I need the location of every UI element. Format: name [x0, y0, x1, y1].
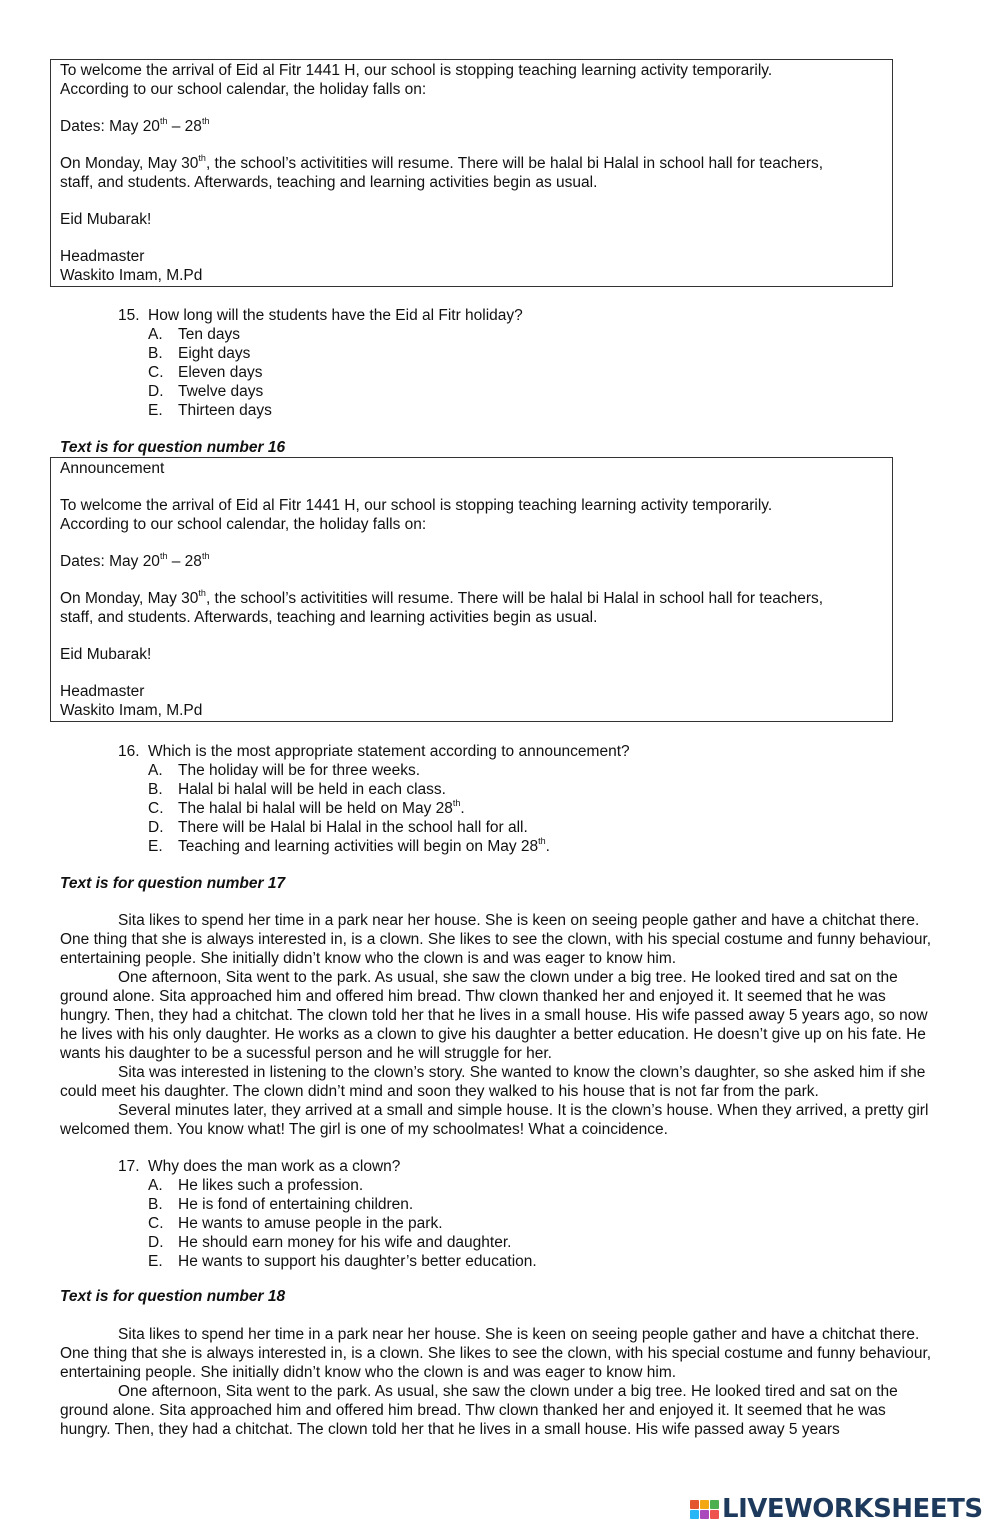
question-stem: 17. Why does the man work as a clown? — [118, 1158, 401, 1175]
question-stem: 15. How long will the students have the Eid al Fitr holiday? — [118, 307, 523, 324]
section-heading-17: Text is for question number 17 — [60, 875, 286, 892]
answer-option: C. The halal bi halal will be held on May 28th. — [148, 798, 465, 817]
answer-option: C. Eleven days — [148, 364, 263, 381]
story-passage-17 — [60, 911, 940, 1139]
answer-option: A. Ten days — [148, 326, 241, 343]
story-paragraph: Sita likes to spend her time in a park near her house. She is keen on seeing people gather and have a chitchat there. One thing that she is always interested in, is a clown. She likes to see the clown, with his special costume and funny behaviour, entertaining people. She initially didn’t know who the clown is and was eager to know him. — [60, 912, 932, 967]
announcement-resume: On Monday, May 30th, the school’s activitities will resume. There will be halal bi Halal in school hall for teachers, staff, and students. Afterwards, teaching and learning activities begin as usual. — [60, 588, 824, 626]
story-passage-18 — [60, 1325, 940, 1439]
logo-tile — [690, 1500, 699, 1509]
section-heading-16: Text is for question number 16 — [60, 439, 286, 456]
answer-option: A. The holiday will be for three weeks. — [148, 762, 421, 779]
answer-option: A. He likes such a profession. — [148, 1177, 364, 1194]
answer-option: B. Halal bi halal will be held in each class. — [148, 781, 446, 798]
logo-tile — [710, 1510, 719, 1519]
question-17 — [118, 1157, 537, 1271]
story-paragraph: Several minutes later, they arrived at a small and simple house. It is the clown’s house. When they arrived, a pretty girl welcomed them. You know what! The girl is one of my schoolmates! What a coincidence. — [60, 1102, 929, 1138]
answer-option: E. Teaching and learning activities will begin on May 28th. — [148, 836, 550, 855]
announcement-title: Announcement — [60, 460, 165, 477]
announcement-resume: On Monday, May 30th, the school’s activitities will resume. There will be halal bi Halal in school hall for teachers, staff, and students. Afterwards, teaching and learning activities begin as usual. — [60, 153, 824, 191]
announcement-dates: Dates: May 20th – 28th — [60, 116, 210, 135]
announcement-greeting: Eid Mubarak! — [60, 646, 152, 663]
answer-option: B. He is fond of entertaining children. — [148, 1196, 414, 1213]
announcement-signer: Headmaster Waskito Imam, M.Pd — [60, 248, 203, 284]
answer-option: D. There will be Halal bi Halal in the school hall for all. — [148, 819, 528, 836]
story-paragraph: Sita was interested in listening to the clown’s story. She wanted to know the clown’s daughter, so she asked him if she could meet his daughter. The clown didn’t mind and soon they walked to his house that is not far from the park. — [60, 1064, 926, 1100]
logo-tile — [710, 1500, 719, 1509]
logo-tile — [690, 1510, 699, 1519]
announcement-signer: Headmaster Waskito Imam, M.Pd — [60, 683, 203, 719]
answer-option: D. Twelve days — [148, 383, 264, 400]
announcement-dates: Dates: May 20th – 28th — [60, 551, 210, 570]
answer-option: C. He wants to amuse people in the park. — [148, 1215, 443, 1232]
story-paragraph: Sita likes to spend her time in a park near her house. She is keen on seeing people gather and have a chitchat there. One thing that she is always interested in, is a clown. She likes to see the clown, with his special costume and funny behaviour, entertaining people. She initially didn’t know who the clown is and was eager to know him. — [60, 1326, 932, 1381]
answer-option: D. He should earn money for his wife and daughter. — [148, 1234, 512, 1251]
announcement-box-2 — [50, 457, 893, 722]
answer-option: E. Thirteen days — [148, 402, 272, 419]
question-stem: 16. Which is the most appropriate statement according to announcement? — [118, 743, 630, 760]
announcement-greeting: Eid Mubarak! — [60, 211, 152, 228]
story-paragraph: One afternoon, Sita went to the park. As usual, she saw the clown under a big tree. He looked tired and sat on the ground alone. Sita approached him and offered him bread. Thw clown thanked her and enjoyed it. It seemed that he was hungry. Then, they had a chitchat. The clown told her that he lives in a small house. His wife passed away 5 years — [60, 1383, 898, 1438]
answer-option: E. He wants to support his daughter’s better education. — [148, 1253, 537, 1270]
logo-mark-icon — [690, 1500, 719, 1519]
logo-tile — [700, 1500, 709, 1509]
logo-text: LIVEWORKSHEETS — [722, 1493, 983, 1524]
liveworksheets-logo — [690, 1493, 983, 1525]
logo-tile — [700, 1510, 709, 1519]
answer-option: B. Eight days — [148, 345, 251, 362]
question-15 — [118, 306, 523, 420]
announcement-box-1 — [50, 59, 893, 287]
announcement-paragraph: To welcome the arrival of Eid al Fitr 1441 H, our school is stopping teaching learning activity temporarily. According to our school calendar, the holiday falls on: — [60, 497, 773, 533]
announcement-paragraph: To welcome the arrival of Eid al Fitr 1441 H, our school is stopping teaching learning activity temporarily. According to our school calendar, the holiday falls on: — [60, 62, 773, 98]
story-paragraph: One afternoon, Sita went to the park. As usual, she saw the clown under a big tree. He looked tired and sat on the ground alone. Sita approached him and offered him bread. Thw clown thanked her and enjoyed it. It seemed that he was hungry. Then, they had a chitchat. The clown told her that he lives in a small house. His wife passed away 5 years ago, so now he lives with his only daughter. He works as a clown to give his daughter a better education. He doesn’t give up on his fate. He wants his daughter to be a sucessful person and he will struggle for her. — [60, 969, 928, 1062]
section-heading-18: Text is for question number 18 — [60, 1288, 286, 1305]
question-16 — [118, 742, 630, 856]
